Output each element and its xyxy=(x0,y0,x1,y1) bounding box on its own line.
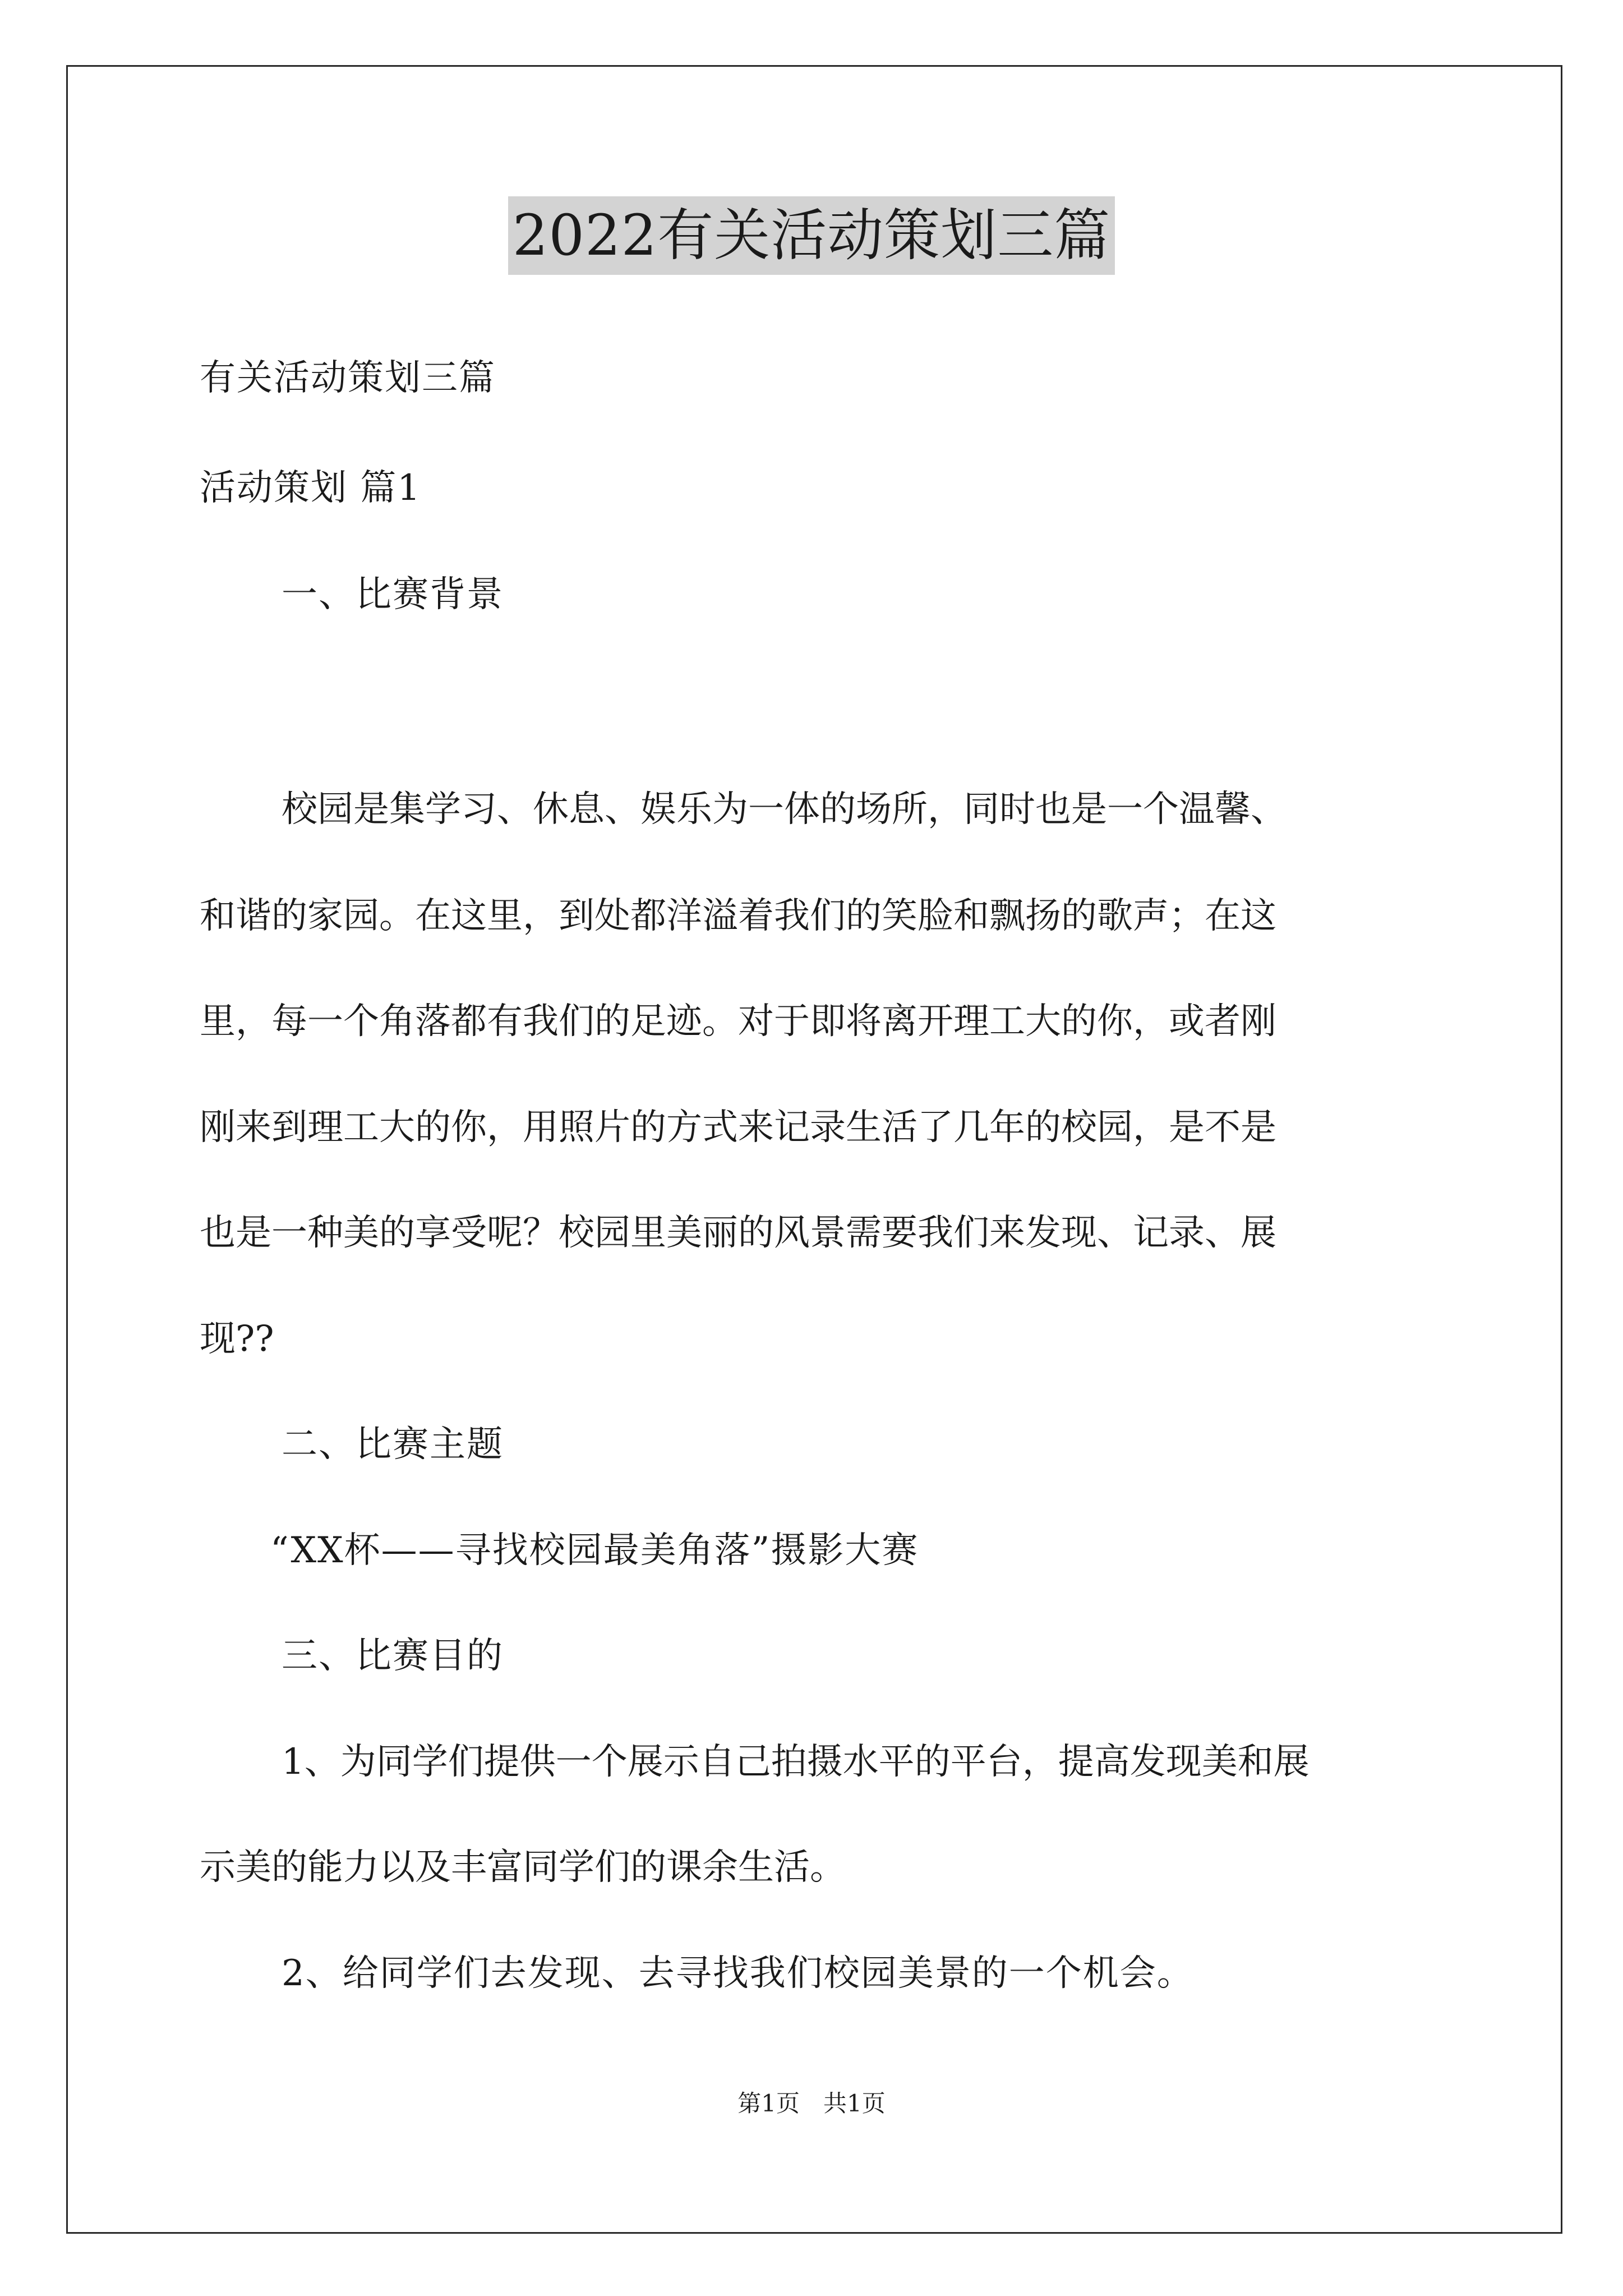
paragraph-line: 里，每一个角落都有我们的足迹。对于即将离开理工大的你，或者刚 xyxy=(200,1001,1276,1042)
heading-purpose: 三、比赛目的 xyxy=(282,1635,504,1677)
paragraph-line: 现?? xyxy=(200,1318,274,1360)
subtitle: 有关活动策划三篇 xyxy=(200,357,496,399)
paragraph-line: 校园是集学习、休息、娱乐为一体的场所，同时也是一个温馨、 xyxy=(282,789,1287,830)
paragraph-line: 和谐的家园。在这里，到处都洋溢着我们的笑脸和飘扬的歌声；在这 xyxy=(200,895,1276,937)
heading-background: 一、比赛背景 xyxy=(282,574,504,615)
document-title: 2022有关活动策划三篇 xyxy=(508,196,1115,275)
section-label: 活动策划 篇1 xyxy=(200,467,422,509)
page-footer: 第1页 共1页 xyxy=(737,2090,886,2117)
purpose-line: 1、为同学们提供一个展示自己拍摄水平的平台，提高发现美和展 xyxy=(282,1741,1310,1783)
title-container xyxy=(0,196,1623,275)
purpose-line: 示美的能力以及丰富同学们的课余生活。 xyxy=(200,1847,846,1888)
paragraph-line: 刚来到理工大的你，用照片的方式来记录生活了几年的校园，是不是 xyxy=(200,1107,1276,1148)
purpose-item-2: 2、给同学们去发现、去寻找我们校园美景的一个机会。 xyxy=(282,1953,1194,1994)
heading-theme: 二、比赛主题 xyxy=(282,1424,504,1465)
paragraph-line: 也是一种美的享受呢？校园里美丽的风景需要我们来发现、记录、展 xyxy=(200,1212,1276,1254)
theme-text: “XX杯——寻找校园最美角落”摄影大赛 xyxy=(270,1530,919,1571)
